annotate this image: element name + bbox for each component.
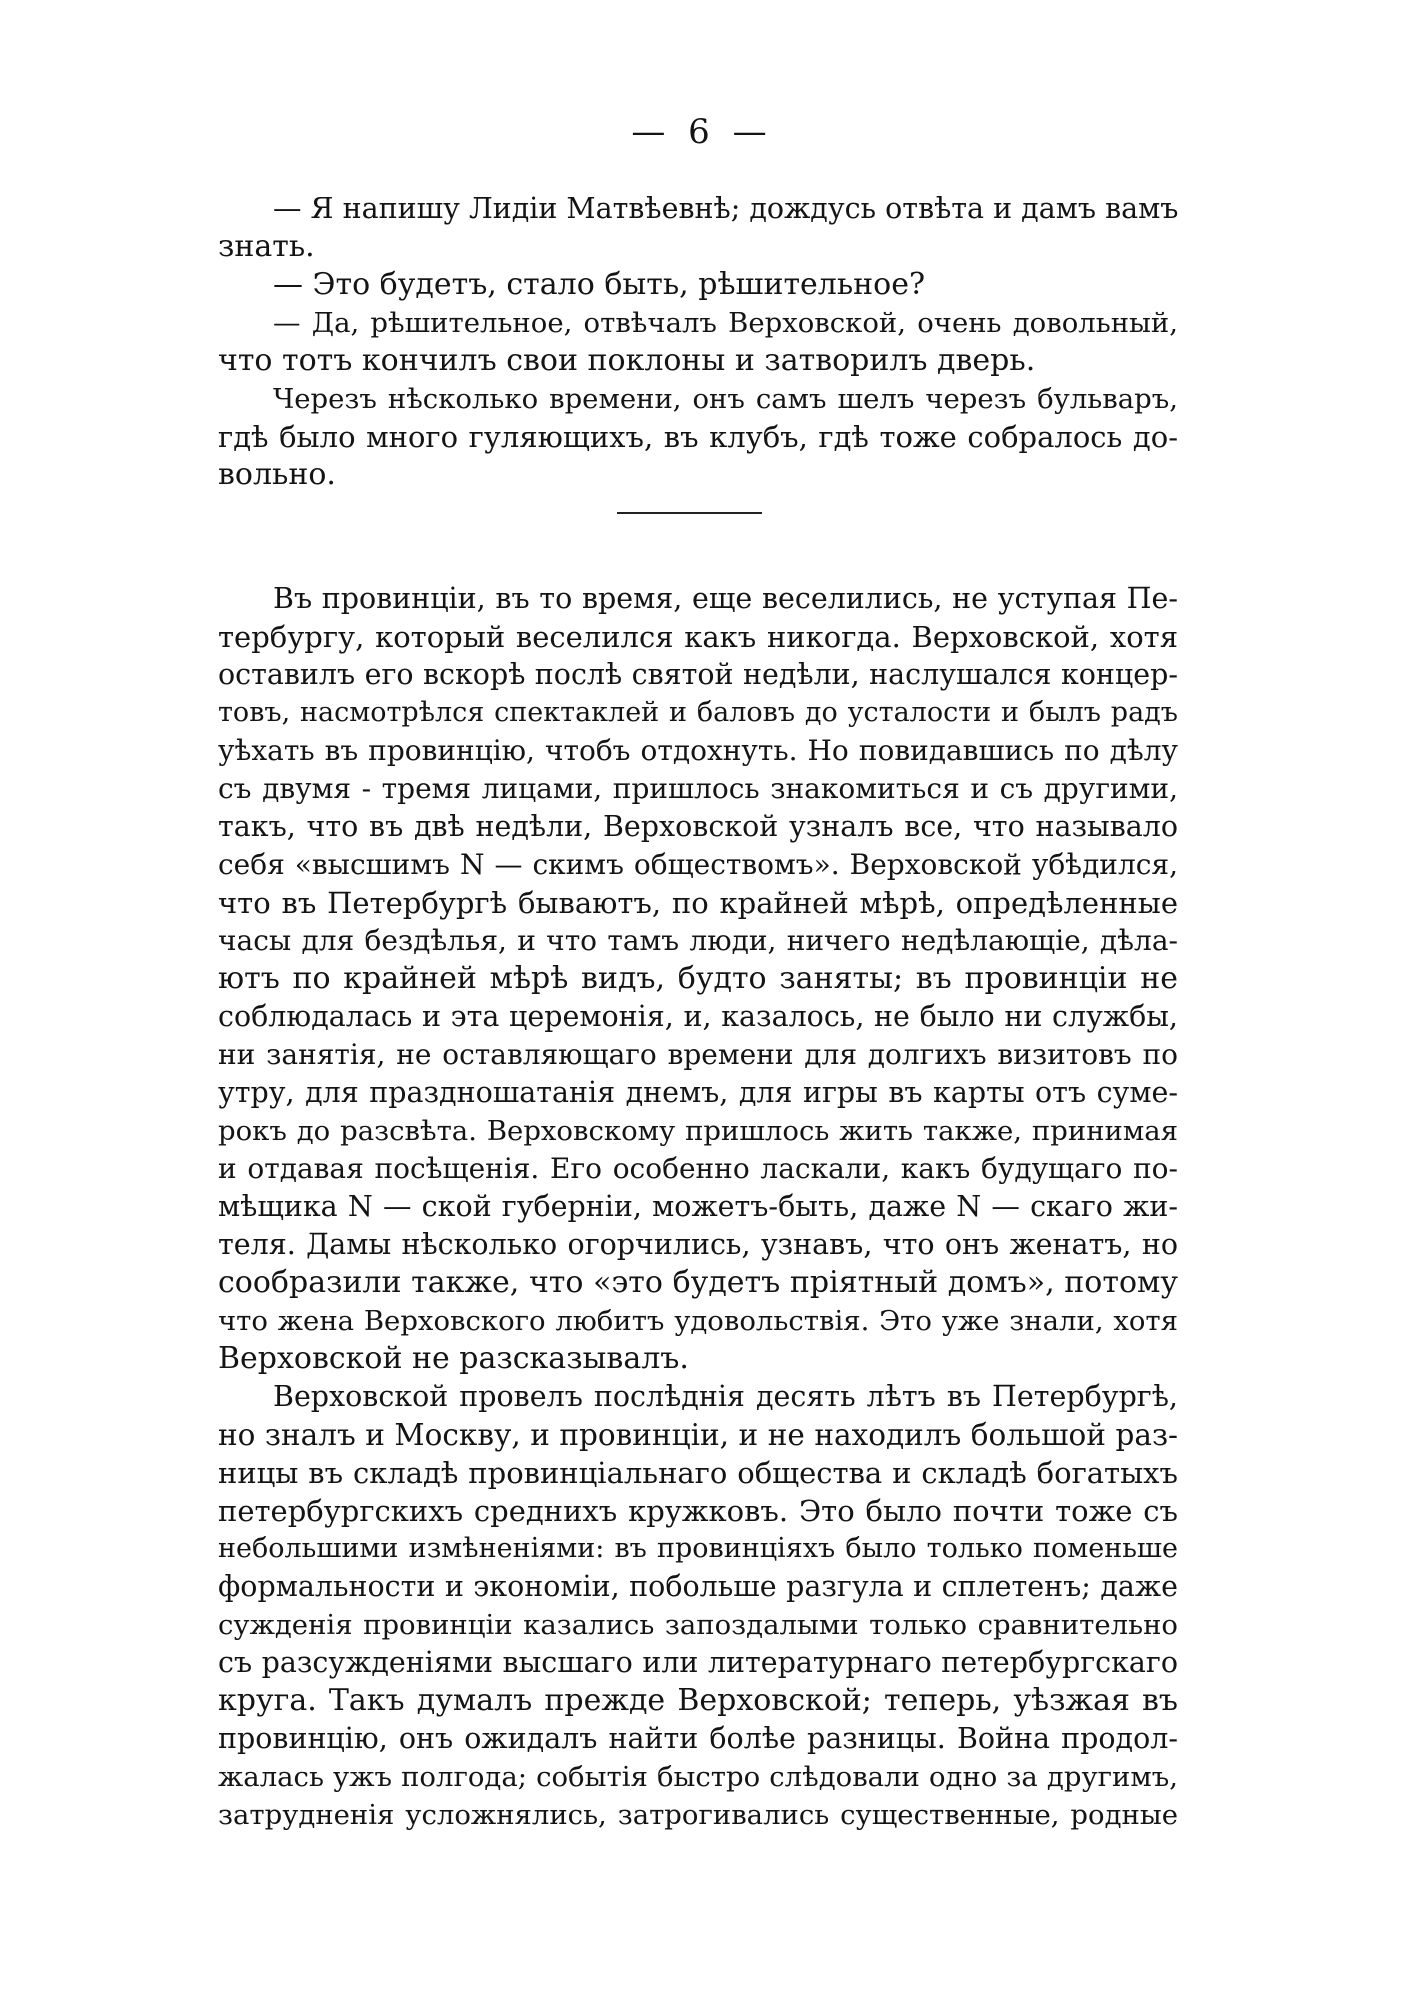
text-line: что тотъ кончилъ свои поклоны и затворилъ дверь. <box>218 343 1036 378</box>
text-line: — Это будетъ, стало быть, рѣшительное? <box>273 267 926 302</box>
text-line: Верховской не разсказывалъ. <box>218 1341 689 1376</box>
text-line: но зналъ и Москву, и провинціи, и не находилъ большой раз- <box>218 1418 1178 1452</box>
text-line: что жена Верховского любитъ удовольствія. Это уже знали, хотя <box>218 1305 1178 1337</box>
text-line: жалась ужъ полгода; событія быстро слѣдовали одно за другимъ, <box>218 1761 1178 1793</box>
text-line: небольшими измѣненіями: въ провинціяхъ было только поменьше <box>218 1533 1178 1564</box>
text-line: затрудненія усложнялись, затрогивались существенные, родные <box>218 1799 1178 1831</box>
text-line: ютъ по крайней мѣрѣ видъ, будто заняты; въ провинціи не <box>218 961 1178 996</box>
text-line: рокъ до разсвѣта. Верховскому пришлось жить также, принимая <box>218 1115 1178 1147</box>
text-line: Черезъ нѣсколько времени, онъ самъ шелъ черезъ бульваръ, <box>273 383 1178 415</box>
text-line: Въ провинціи, въ то время, еще веселились, не уступая Пе- <box>273 582 1178 615</box>
text-line: ни занятія, не оставляющаго времени для долгихъ визитовъ по <box>218 1038 1178 1071</box>
dialogue-section <box>218 190 1178 494</box>
text-line: что въ Петербургѣ бываютъ, по крайней мѣрѣ, опредѣленные <box>218 886 1178 920</box>
text-line: знать. <box>218 229 315 264</box>
page-number: — 6 — <box>631 112 773 152</box>
text-line: себя «высшимъ N — скимъ обществомъ». Верховской убѣдился, <box>218 848 1178 881</box>
text-line: вольно. <box>218 457 336 492</box>
text-line: часы для бездѣлья, и что тамъ люди, ничего недѣлающіе, дѣла- <box>218 924 1178 957</box>
text-line: круга. Такъ думалъ прежде Верховской; теперь, уѣзжая въ <box>218 1683 1178 1718</box>
narrative-section <box>218 580 1178 1834</box>
text-line: и отдавая посѣщенія. Его особенно ласкали, какъ будущаго по- <box>218 1152 1178 1185</box>
text-line: петербургскихъ среднихъ кружковъ. Это было почти тоже съ <box>218 1494 1178 1528</box>
text-line: тербургу, который веселился какъ никогда. Верховской, хотя <box>218 620 1178 654</box>
text-line: ницы въ складѣ провинціальнаго общества и складѣ богатыхъ <box>218 1456 1178 1490</box>
text-line: съ разсужденіями высшаго или литературнаго петербургскаго <box>218 1646 1178 1679</box>
text-line: соблюдалась и эта церемонія, и, казалось, не было ни службы, <box>218 1000 1178 1033</box>
text-line: Верховской провелъ послѣднія десять лѣтъ въ Петербургѣ, <box>273 1380 1178 1413</box>
text-line: сообразили также, что «это будетъ пріятный домъ», потому <box>218 1265 1178 1300</box>
text-line: уѣхать въ провинцію, чтобъ отдохнуть. Но повидавшись по дѣлу <box>218 734 1178 767</box>
text-line: гдѣ было много гуляющихъ, въ клубъ, гдѣ тоже собралось до- <box>218 420 1178 454</box>
text-line: провинцію, онъ ожидалъ найти болѣе разницы. Война продол- <box>218 1722 1178 1755</box>
text-line: — Да, рѣшительное, отвѣчалъ Верховской, очень довольный, <box>273 307 1178 339</box>
text-line: съ двумя - тремя лицами, пришлось знакомиться и съ другими, <box>218 772 1178 805</box>
text-line: утру, для праздношатанія днемъ, для игры въ карты отъ суме- <box>218 1076 1178 1109</box>
section-divider <box>617 512 762 514</box>
text-line: теля. Дамы нѣсколько огорчились, узнавъ, что онъ женатъ, но <box>218 1228 1178 1261</box>
text-line: оставилъ его вскорѣ послѣ святой недѣли, наслушался концер- <box>218 658 1178 691</box>
text-line: сужденія провинціи казались запоздалыми только сравнительно <box>218 1609 1178 1641</box>
text-line: мѣщика N — ской губерніи, можетъ-быть, даже N — скаго жи- <box>218 1190 1178 1223</box>
text-line: такъ, что въ двѣ недѣли, Верховской узналъ все, что называло <box>218 810 1178 843</box>
text-line: формальности и экономіи, побольше разгула и сплетенъ; даже <box>218 1570 1178 1603</box>
text-line: товъ, насмотрѣлся спектаклей и баловъ до усталости и былъ радъ <box>218 697 1178 728</box>
text-line: — Я напишу Лидіи Матвѣевнѣ; дождусь отвѣта и дамъ вамъ <box>273 192 1178 225</box>
